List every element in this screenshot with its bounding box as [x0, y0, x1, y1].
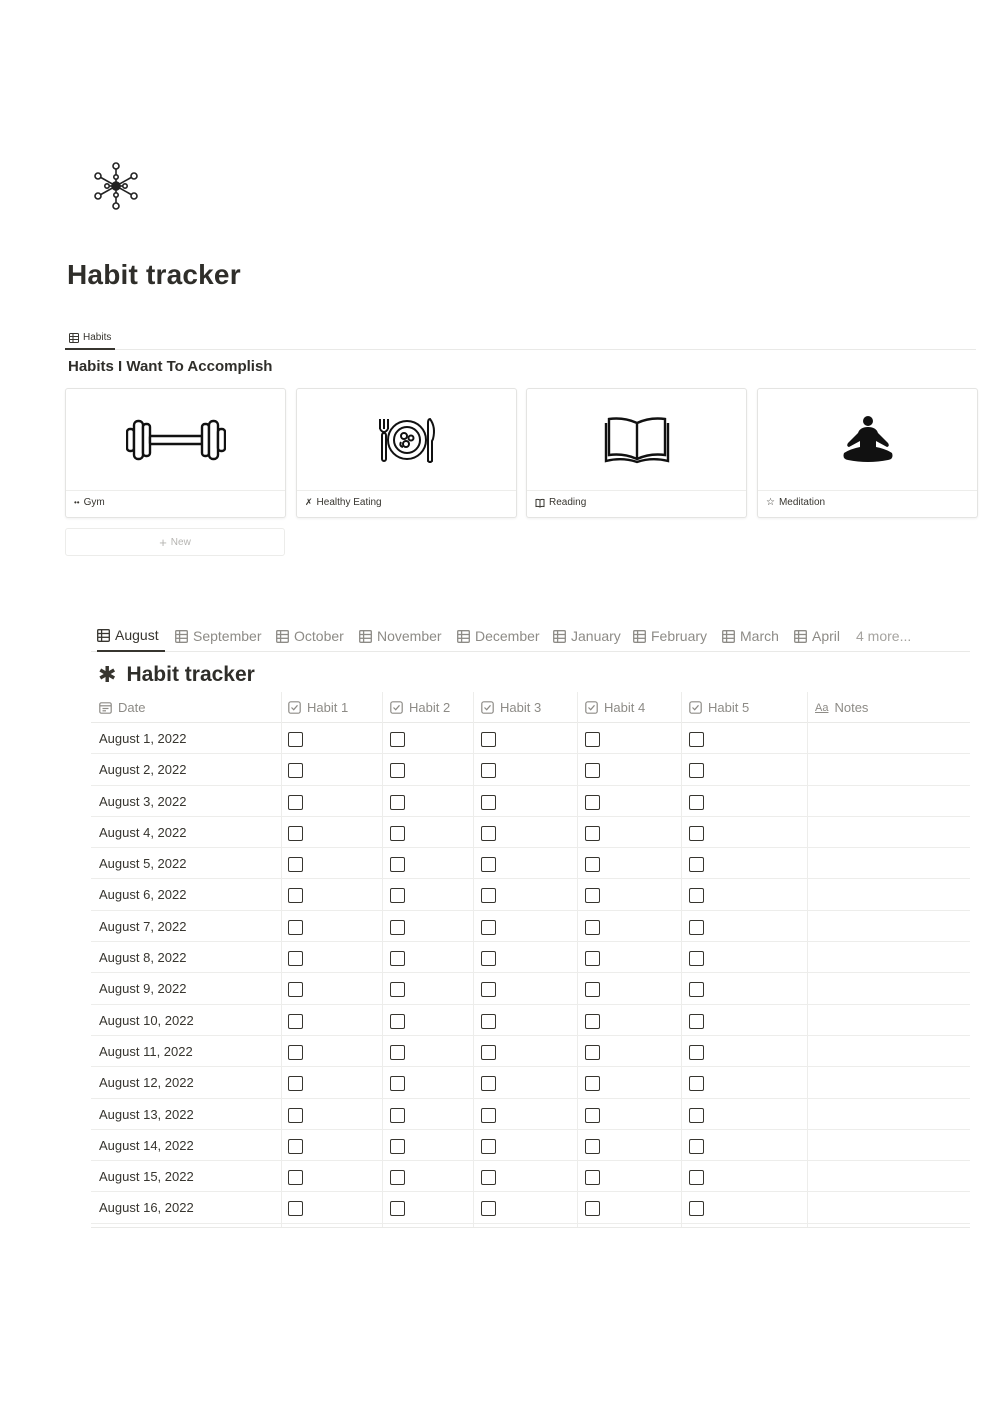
- text-property-icon: Aa: [815, 701, 829, 714]
- habit-5-checkbox[interactable]: [689, 951, 704, 966]
- habit-3-checkbox[interactable]: [481, 1170, 496, 1185]
- tab-habits[interactable]: [65, 327, 115, 350]
- plus-icon: +: [159, 534, 167, 550]
- card-caption: [305, 497, 382, 508]
- habit-1-checkbox[interactable]: [288, 888, 303, 903]
- column-divider: [681, 692, 682, 1228]
- habit-3-checkbox[interactable]: [481, 951, 496, 966]
- notes-cell[interactable]: [808, 723, 970, 754]
- table-row: [91, 1067, 970, 1098]
- month-view-tabs: [91, 620, 970, 652]
- habit-1-checkbox[interactable]: [288, 1139, 303, 1154]
- table-row: [91, 1130, 970, 1161]
- column-label: Habit 2: [409, 700, 451, 715]
- column-label: Notes: [834, 700, 869, 715]
- date-cell[interactable]: August 3, 2022: [99, 793, 187, 809]
- notes-cell[interactable]: [808, 1005, 970, 1036]
- column-divider: [473, 692, 474, 1228]
- habit-4-checkbox[interactable]: [585, 1139, 600, 1154]
- habit-5-checkbox[interactable]: [689, 732, 704, 747]
- habit-4-checkbox[interactable]: [585, 951, 600, 966]
- card-caption: [535, 497, 586, 508]
- habit-5-checkbox[interactable]: [689, 1014, 704, 1029]
- tab-label: December: [475, 628, 540, 644]
- asterisk-icon: ✱: [98, 662, 117, 687]
- utensils-icon: ✗: [305, 497, 313, 507]
- column-divider: [807, 692, 808, 1228]
- habit-1-checkbox[interactable]: [288, 982, 303, 997]
- tab-february[interactable]: [633, 620, 707, 652]
- card-caption: [766, 497, 825, 508]
- table-row: [91, 1192, 970, 1223]
- habit-3-checkbox[interactable]: [481, 763, 496, 778]
- habit-1-checkbox[interactable]: [288, 1170, 303, 1185]
- habit-2-checkbox[interactable]: [390, 857, 405, 872]
- notes-cell[interactable]: [808, 1067, 970, 1098]
- table-header: [91, 692, 970, 723]
- dumbbell-icon: [126, 415, 226, 465]
- notes-cell[interactable]: [808, 1036, 970, 1067]
- tab-habits-label: Habits: [83, 332, 112, 343]
- tab-label: November: [377, 628, 442, 644]
- checkbox-property-icon: [585, 701, 598, 714]
- habit-table: [91, 692, 970, 1224]
- checkbox-property-icon: [481, 701, 494, 714]
- habit-2-checkbox[interactable]: [390, 888, 405, 903]
- habit-3-checkbox[interactable]: [481, 1201, 496, 1216]
- habit-4-checkbox[interactable]: [585, 795, 600, 810]
- habit-1-checkbox[interactable]: [288, 763, 303, 778]
- more-tabs-button[interactable]: [856, 620, 911, 652]
- tab-label: April: [812, 628, 841, 644]
- tracker-title: [98, 662, 255, 688]
- column-habit-5[interactable]: [681, 692, 749, 723]
- habit-1-checkbox[interactable]: [288, 857, 303, 872]
- habit-2-checkbox[interactable]: [390, 951, 405, 966]
- table-icon: [359, 630, 372, 643]
- habit-3-checkbox[interactable]: [481, 795, 496, 810]
- habit-2-checkbox[interactable]: [390, 1045, 405, 1060]
- column-habit-3[interactable]: [473, 692, 541, 723]
- gallery-view-tabs: [65, 327, 976, 350]
- notes-cell[interactable]: [808, 1161, 970, 1192]
- habit-2-checkbox[interactable]: [390, 1108, 405, 1123]
- notes-cell[interactable]: [808, 754, 970, 785]
- table-row: [91, 754, 970, 785]
- column-divider: [577, 692, 578, 1228]
- habit-4-checkbox[interactable]: [585, 1076, 600, 1091]
- card-label: Meditation: [778, 497, 826, 508]
- notes-cell[interactable]: [808, 817, 970, 848]
- habit-2-checkbox[interactable]: [390, 1170, 405, 1185]
- card-cover: [758, 389, 977, 491]
- habit-4-checkbox[interactable]: [585, 763, 600, 778]
- habit-2-checkbox[interactable]: [390, 1201, 405, 1216]
- habit-5-checkbox[interactable]: [689, 826, 704, 841]
- card-reading[interactable]: [526, 388, 747, 518]
- new-card-button[interactable]: [65, 528, 285, 556]
- checkbox-property-icon: [689, 701, 702, 714]
- table-icon: [457, 630, 470, 643]
- tab-march[interactable]: [722, 620, 779, 652]
- column-label: Habit 5: [708, 700, 750, 715]
- habit-2-checkbox[interactable]: [390, 763, 405, 778]
- table-icon: [69, 333, 79, 343]
- table-icon: [722, 630, 735, 643]
- habit-3-checkbox[interactable]: [481, 920, 496, 935]
- habit-4-checkbox[interactable]: [585, 982, 600, 997]
- habit-1-checkbox[interactable]: [288, 1045, 303, 1060]
- calendar-icon: [99, 701, 112, 714]
- table-row: [91, 1161, 970, 1192]
- habit-5-checkbox[interactable]: [689, 888, 704, 903]
- table-body: [91, 723, 970, 1224]
- date-cell[interactable]: August 14, 2022: [99, 1137, 194, 1153]
- date-cell[interactable]: August 15, 2022: [99, 1169, 194, 1185]
- habit-1-checkbox[interactable]: [288, 1108, 303, 1123]
- column-label: Habit 3: [500, 700, 542, 715]
- habit-4-checkbox[interactable]: [585, 1108, 600, 1123]
- date-cell[interactable]: August 11, 2022: [99, 1043, 193, 1059]
- habit-5-checkbox[interactable]: [689, 857, 704, 872]
- table-row: [91, 1036, 970, 1067]
- table-icon: [97, 629, 110, 642]
- table-row: [91, 1099, 970, 1130]
- habit-2-checkbox[interactable]: [390, 920, 405, 935]
- card-cover: [527, 389, 746, 491]
- habit-4-checkbox[interactable]: [585, 888, 600, 903]
- plate-fork-knife-icon: [376, 415, 438, 465]
- tab-october[interactable]: [276, 620, 344, 652]
- column-date[interactable]: [91, 692, 145, 723]
- notes-cell[interactable]: [808, 1099, 970, 1130]
- open-book-icon: [604, 415, 670, 465]
- table-bottom-border: [91, 1227, 970, 1228]
- date-cell[interactable]: August 13, 2022: [99, 1106, 194, 1122]
- tab-label: March: [740, 628, 779, 644]
- habit-2-checkbox[interactable]: [390, 1139, 405, 1154]
- habit-5-checkbox[interactable]: [689, 1201, 704, 1216]
- habit-1-checkbox[interactable]: [288, 951, 303, 966]
- habit-3-checkbox[interactable]: [481, 1045, 496, 1060]
- table-row: [91, 786, 970, 817]
- habit-5-checkbox[interactable]: [689, 1108, 704, 1123]
- column-divider: [382, 692, 383, 1228]
- habit-5-checkbox[interactable]: [689, 982, 704, 997]
- habit-5-checkbox[interactable]: [689, 1045, 704, 1060]
- habit-5-checkbox[interactable]: [689, 920, 704, 935]
- checkbox-property-icon: [390, 701, 403, 714]
- habit-4-checkbox[interactable]: [585, 1170, 600, 1185]
- tab-november[interactable]: [359, 620, 442, 652]
- habit-5-checkbox[interactable]: [689, 1139, 704, 1154]
- habit-1-checkbox[interactable]: [288, 795, 303, 810]
- table-row: [91, 973, 970, 1004]
- column-label: Habit 1: [307, 700, 349, 715]
- snowflake-node-icon: [93, 161, 139, 211]
- notes-cell[interactable]: [808, 848, 970, 879]
- habit-5-checkbox[interactable]: [689, 795, 704, 810]
- table-icon: [553, 630, 566, 643]
- habit-2-checkbox[interactable]: [390, 1014, 405, 1029]
- card-label: Healthy Eating: [316, 497, 382, 508]
- checkbox-property-icon: [288, 701, 301, 714]
- column-habit-1[interactable]: [280, 692, 348, 723]
- column-notes[interactable]: [807, 692, 868, 723]
- habit-3-checkbox[interactable]: [481, 1108, 496, 1123]
- habit-3-checkbox[interactable]: [481, 857, 496, 872]
- notes-cell[interactable]: [808, 879, 970, 910]
- notes-cell[interactable]: [808, 1130, 970, 1161]
- column-divider: [281, 692, 282, 1228]
- book-icon: [535, 498, 545, 508]
- date-cell[interactable]: August 9, 2022: [99, 981, 187, 997]
- habit-5-checkbox[interactable]: [689, 1170, 704, 1185]
- tab-september[interactable]: [175, 620, 261, 652]
- habit-1-checkbox[interactable]: [288, 732, 303, 747]
- habit-2-checkbox[interactable]: [390, 795, 405, 810]
- table-row: [91, 723, 970, 754]
- date-cell[interactable]: August 5, 2022: [99, 856, 187, 872]
- new-card-label: New: [170, 536, 191, 548]
- habit-5-checkbox[interactable]: [689, 1076, 704, 1091]
- table-icon: [175, 630, 188, 643]
- habit-3-checkbox[interactable]: [481, 1139, 496, 1154]
- column-habit-2[interactable]: [382, 692, 450, 723]
- habit-3-checkbox[interactable]: [481, 888, 496, 903]
- habit-4-checkbox[interactable]: [585, 920, 600, 935]
- table-icon: [633, 630, 646, 643]
- date-cell[interactable]: August 16, 2022: [99, 1200, 194, 1216]
- habit-3-checkbox[interactable]: [481, 982, 496, 997]
- habit-4-checkbox[interactable]: [585, 1201, 600, 1216]
- table-row: [91, 1005, 970, 1036]
- table-row: [91, 817, 970, 848]
- date-cell[interactable]: August 1, 2022: [99, 731, 187, 746]
- date-cell[interactable]: August 7, 2022: [99, 918, 187, 934]
- habit-1-checkbox[interactable]: [288, 1201, 303, 1216]
- table-row: [91, 879, 970, 910]
- table-row: [91, 911, 970, 942]
- habit-3-checkbox[interactable]: [481, 732, 496, 747]
- meditation-figure-icon: [840, 415, 896, 465]
- tracker-title-text: Habit tracker: [126, 663, 255, 686]
- card-label: Reading: [549, 497, 587, 508]
- tab-december[interactable]: [457, 620, 540, 652]
- habit-2-checkbox[interactable]: [390, 826, 405, 841]
- notes-cell[interactable]: [808, 1192, 970, 1223]
- card-meditation[interactable]: [757, 388, 978, 518]
- card-label: Gym: [83, 497, 105, 508]
- habit-4-checkbox[interactable]: [585, 1045, 600, 1060]
- card-cover: [297, 389, 516, 491]
- habit-1-checkbox[interactable]: [288, 1014, 303, 1029]
- column-label: Habit 4: [604, 700, 646, 715]
- habit-5-checkbox[interactable]: [689, 763, 704, 778]
- habit-4-checkbox[interactable]: [585, 732, 600, 747]
- habit-1-checkbox[interactable]: [288, 1076, 303, 1091]
- column-habit-4[interactable]: [577, 692, 645, 723]
- habit-3-checkbox[interactable]: [481, 1076, 496, 1091]
- date-cell[interactable]: August 4, 2022: [99, 824, 187, 840]
- tab-label: September: [193, 628, 262, 644]
- habit-2-checkbox[interactable]: [390, 732, 405, 747]
- habit-4-checkbox[interactable]: [585, 857, 600, 872]
- tab-label: October: [294, 628, 344, 644]
- date-cell[interactable]: August 8, 2022: [99, 950, 187, 966]
- habit-2-checkbox[interactable]: [390, 1076, 405, 1091]
- tab-label: February: [651, 628, 708, 644]
- card-cover: [66, 389, 285, 491]
- habit-3-checkbox[interactable]: [481, 1014, 496, 1029]
- date-cell[interactable]: August 2, 2022: [99, 762, 187, 778]
- column-label: Date: [118, 700, 146, 715]
- tab-april[interactable]: [794, 620, 840, 652]
- habit-1-checkbox[interactable]: [288, 920, 303, 935]
- card-healthy-eating[interactable]: [296, 388, 517, 518]
- card-caption: [74, 497, 105, 508]
- notes-cell[interactable]: [808, 786, 970, 817]
- dots-icon: ••: [74, 498, 80, 507]
- tab-label: January: [571, 628, 621, 644]
- tab-label: August: [115, 627, 159, 643]
- habit-4-checkbox[interactable]: [585, 1014, 600, 1029]
- table-icon: [794, 630, 807, 643]
- habit-4-checkbox[interactable]: [585, 826, 600, 841]
- table-icon: [276, 630, 289, 643]
- habit-1-checkbox[interactable]: [288, 826, 303, 841]
- page-title: Habit tracker: [67, 259, 241, 290]
- date-cell[interactable]: August 12, 2022: [99, 1075, 194, 1091]
- notes-cell[interactable]: [808, 911, 970, 942]
- table-row: [91, 848, 970, 879]
- notes-cell[interactable]: [808, 973, 970, 1004]
- date-cell[interactable]: August 10, 2022: [99, 1012, 194, 1028]
- habit-2-checkbox[interactable]: [390, 982, 405, 997]
- star-person-icon: ☆: [766, 497, 775, 508]
- habit-3-checkbox[interactable]: [481, 826, 496, 841]
- notes-cell[interactable]: [808, 942, 970, 973]
- card-gym[interactable]: [65, 388, 286, 518]
- tab-january[interactable]: [553, 620, 621, 652]
- tab-august[interactable]: [97, 620, 165, 652]
- gallery-title: Habits I Want To Accomplish: [68, 358, 273, 375]
- more-tabs-label: 4 more...: [856, 628, 912, 644]
- table-row: [91, 942, 970, 973]
- date-cell[interactable]: August 6, 2022: [99, 887, 187, 903]
